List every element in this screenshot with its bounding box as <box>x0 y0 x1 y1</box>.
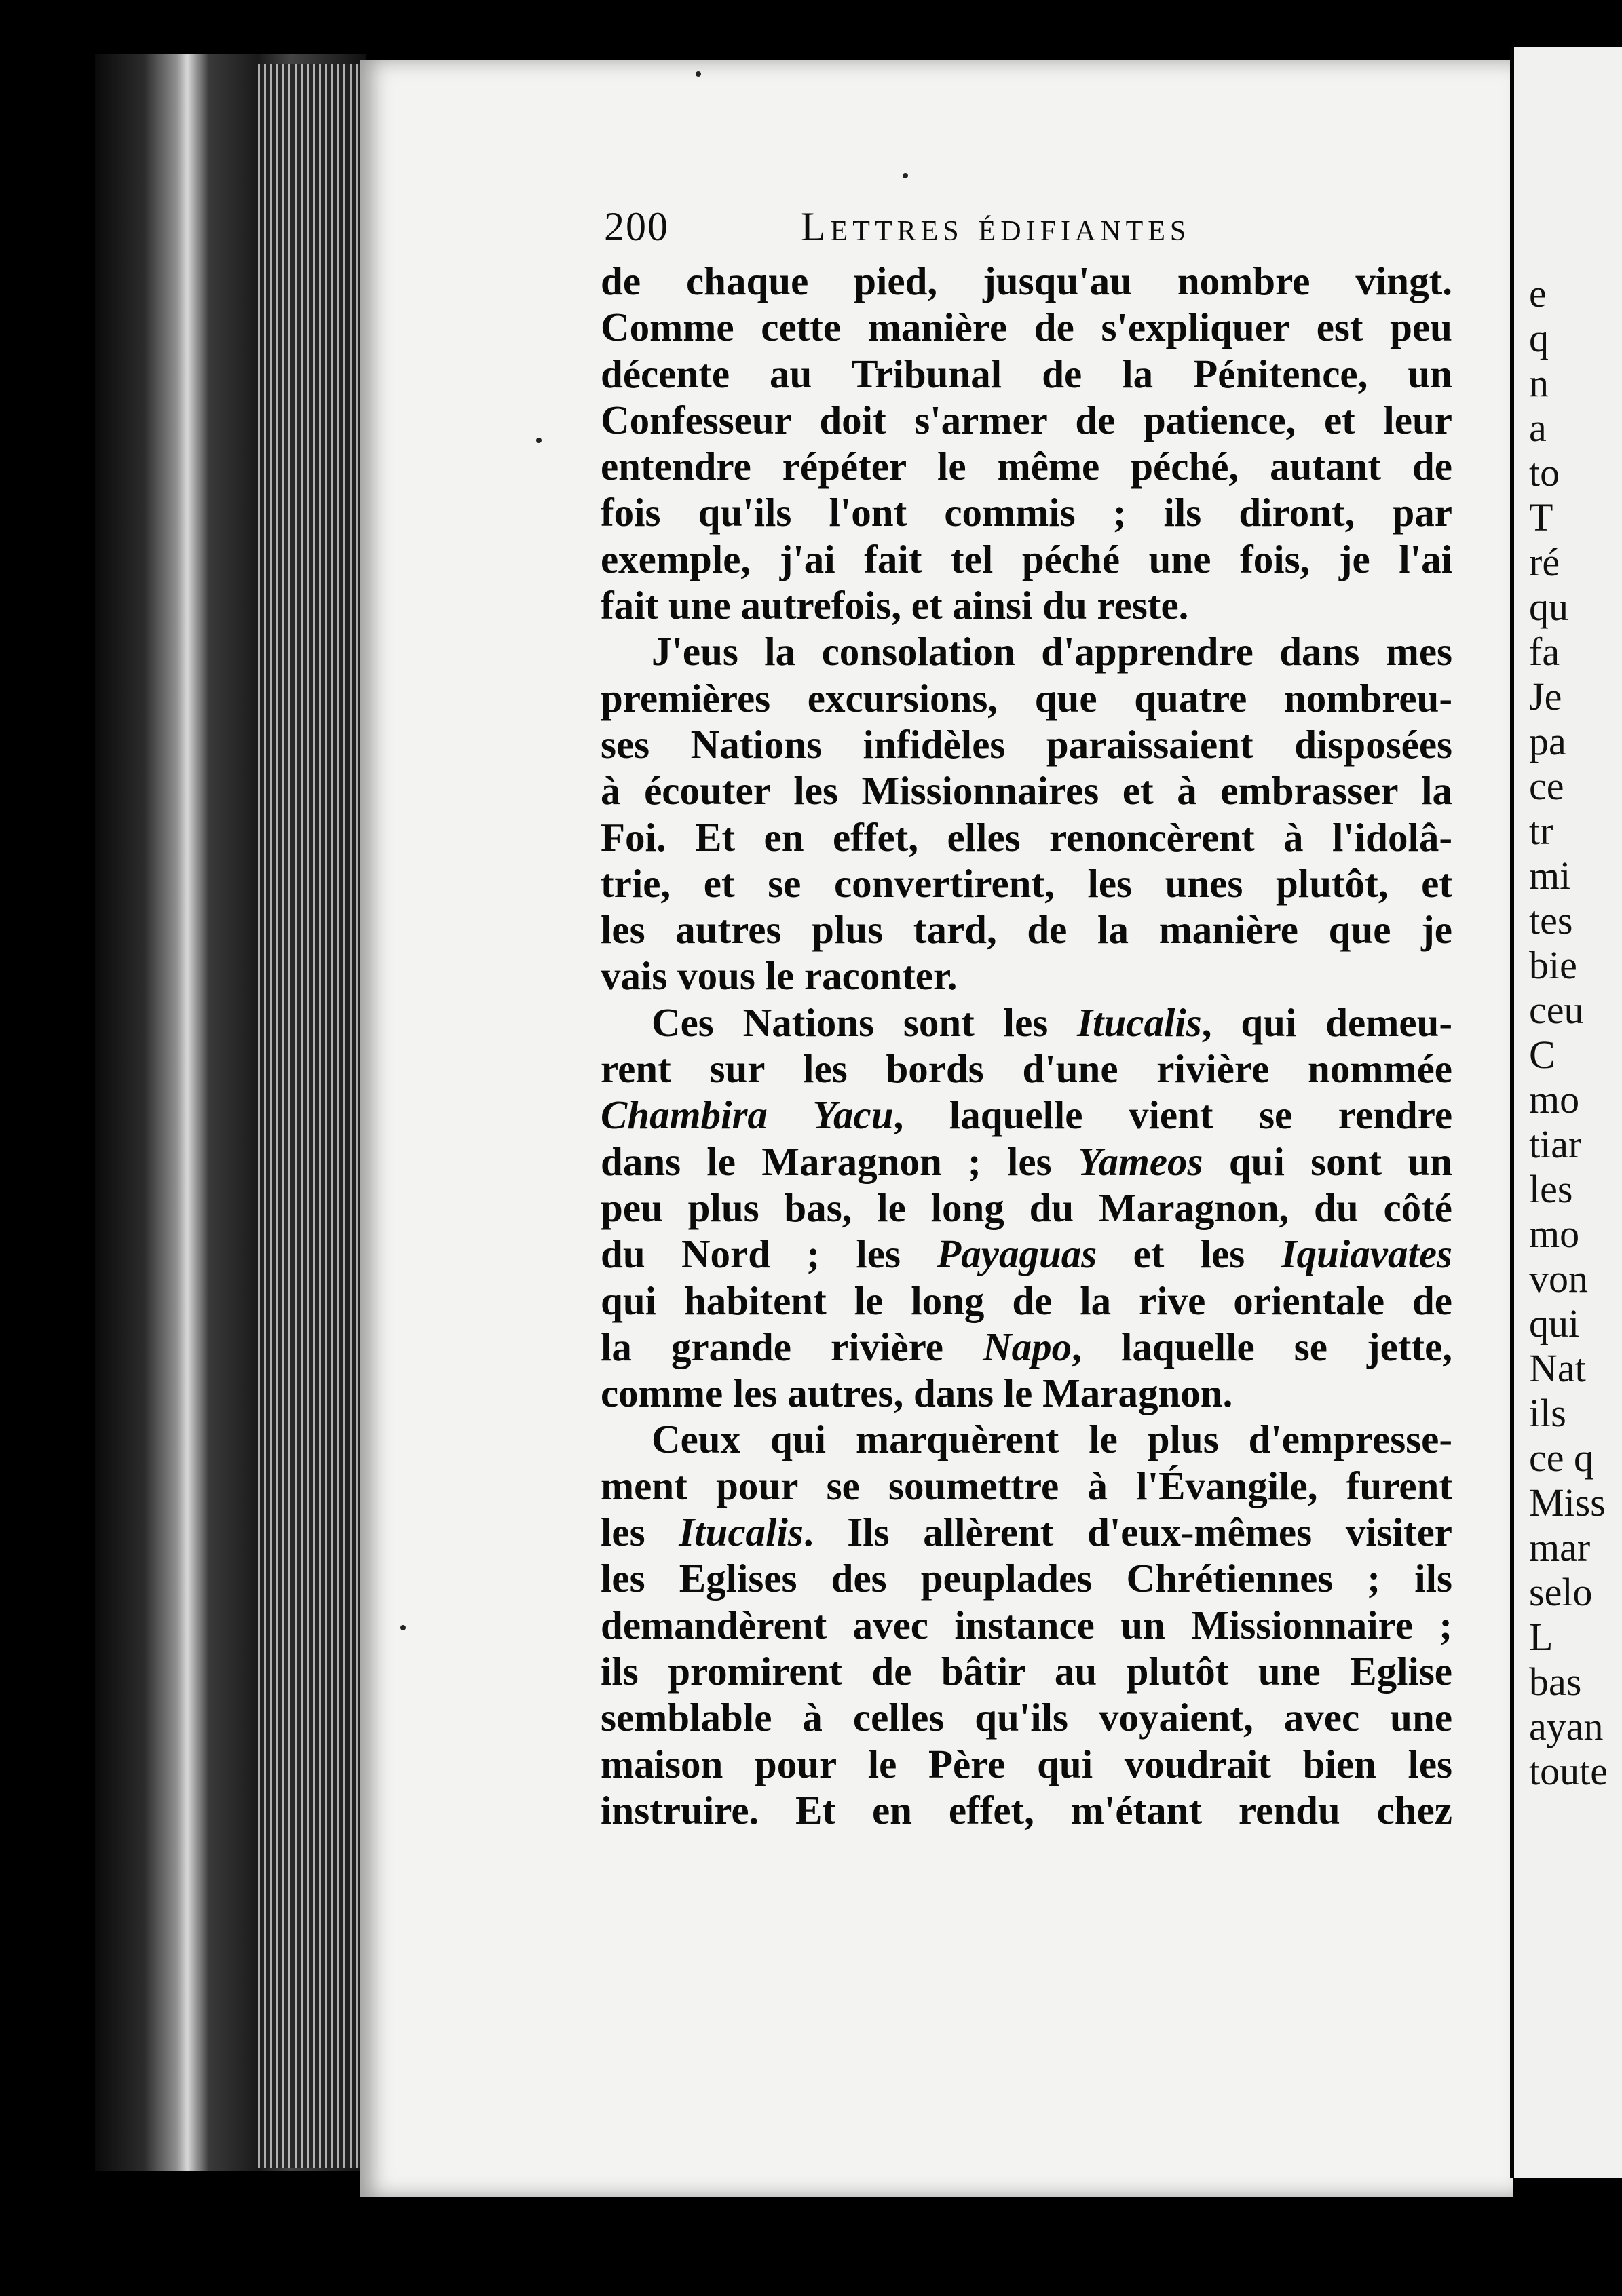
facing-fragment: fa <box>1529 630 1560 674</box>
text-line: peu plus bas, le long du Maragnon, du côté <box>601 1185 1452 1230</box>
text-line: fait une autrefois, et ainsi du reste. <box>601 583 1189 628</box>
text-line: Ceux qui marquèrent le plus d'empresse- <box>652 1417 1452 1462</box>
running-head: Lettres édifiantes <box>801 204 1191 249</box>
facing-fragment: von <box>1529 1257 1588 1301</box>
speck <box>400 1625 406 1630</box>
facing-fragment: C <box>1529 1033 1555 1077</box>
text-line: demandèrent avec instance un Missionnaire ; <box>601 1602 1452 1647</box>
text-line: entendre répéter le même péché, autant de <box>601 444 1452 489</box>
facing-fragment: ayan <box>1529 1704 1604 1748</box>
text-line: comme les autres, dans le Maragnon. <box>601 1371 1233 1416</box>
text-line: les Itucalis. Ils allèrent d'eux-mêmes visiter <box>601 1510 1452 1555</box>
text-line: vais vous le raconter. <box>601 953 958 999</box>
text-line: Ces Nations sont les Itucalis, qui demeu- <box>652 999 1452 1045</box>
facing-fragment: e <box>1529 271 1547 315</box>
facing-fragment: ceu <box>1529 988 1584 1032</box>
facing-fragment: ré <box>1529 540 1560 584</box>
facing-fragment: mi <box>1529 854 1571 898</box>
facing-page <box>1510 47 1622 2178</box>
text-line: décente au Tribunal de la Pénitence, un <box>601 351 1452 396</box>
facing-fragment: ils <box>1529 1391 1566 1435</box>
text-line: Chambira Yacu, laquelle vient se rendre <box>601 1092 1453 1138</box>
text-line: qui habitent le long de la rive orientale de <box>601 1278 1452 1323</box>
text-line: exemple, j'ai fait tel péché une fois, je l'ai <box>601 536 1452 581</box>
speck <box>903 173 908 178</box>
text-line: la grande rivière Napo, laquelle se jette, <box>601 1324 1453 1369</box>
facing-fragment: to <box>1529 451 1560 495</box>
facing-fragment: L <box>1529 1615 1553 1659</box>
text-line: ils promirent de bâtir au plutôt une Eglise <box>601 1648 1452 1694</box>
page-number: 200 <box>604 204 669 249</box>
facing-fragment: tes <box>1529 898 1573 942</box>
text-line: semblable à celles qu'ils voyaient, avec une <box>601 1695 1452 1740</box>
text-line: instruire. Et en effet, m'étant rendu chez <box>601 1787 1452 1833</box>
text-line: dans le Maragnon ; les Yameos qui sont un <box>601 1139 1452 1184</box>
text-line: rent sur les bords d'une rivière nommée <box>601 1046 1452 1092</box>
facing-fragment: a <box>1529 406 1547 450</box>
facing-fragment: bas <box>1529 1660 1582 1704</box>
facing-page-fragments <box>1514 47 1622 1794</box>
facing-fragment: qui <box>1529 1301 1580 1345</box>
facing-fragment: qu <box>1529 585 1568 629</box>
facing-fragment: les <box>1529 1167 1573 1211</box>
text-line: les Eglises des peuplades Chrétiennes ; ils <box>601 1556 1452 1601</box>
facing-fragment: toute <box>1529 1749 1608 1793</box>
facing-fragment: tr <box>1529 809 1553 853</box>
page-edges <box>258 64 366 2168</box>
text-line: premières excursions, que quatre nombreu- <box>601 675 1452 721</box>
facing-fragment: Nat <box>1529 1346 1586 1390</box>
facing-fragment: pa <box>1529 719 1566 763</box>
facing-fragment: ce <box>1529 764 1564 808</box>
facing-fragment: mar <box>1529 1525 1591 1569</box>
page-header <box>604 204 1452 258</box>
speck <box>536 438 542 443</box>
facing-fragment: q <box>1529 316 1549 360</box>
speck <box>696 71 701 77</box>
text-line: ment pour se soumettre à l'Évangile, furent <box>601 1463 1452 1508</box>
facing-fragment: Miss <box>1529 1480 1606 1525</box>
text-line: Foi. Et en effet, elles renoncèrent à l'idolâ- <box>601 814 1452 860</box>
facing-fragment: mo <box>1529 1212 1580 1256</box>
text-line: les autres plus tard, de la manière que je <box>601 907 1452 953</box>
facing-fragment: selo <box>1529 1570 1593 1614</box>
text-line: fois qu'ils l'ont commis ; ils diront, par <box>601 490 1452 535</box>
facing-fragment: tiar <box>1529 1122 1582 1166</box>
text-line: maison pour le Père qui voudrait bien les <box>601 1741 1452 1786</box>
facing-fragment: Je <box>1529 674 1562 719</box>
text-line: trie, et se convertirent, les unes plutôt, et <box>601 860 1452 906</box>
text-line: à écouter les Missionnaires et à embrasser la <box>601 768 1452 814</box>
facing-fragment: T <box>1529 495 1553 539</box>
facing-fragment: ce q <box>1529 1436 1593 1480</box>
text-line: Confesseur doit s'armer de patience, et leur <box>601 397 1452 442</box>
facing-fragment: mo <box>1529 1077 1580 1122</box>
body-text <box>601 258 1452 1833</box>
text-line: ses Nations infidèles paraissaient disposées <box>601 721 1452 767</box>
text-line: J'eus la consolation d'apprendre dans mes <box>652 629 1452 674</box>
text-line: Comme cette manière de s'expliquer est peu <box>601 305 1452 350</box>
text-line: du Nord ; les Payaguas et les Iquiavates <box>601 1231 1452 1277</box>
facing-fragment: bie <box>1529 943 1577 987</box>
text-line: de chaque pied, jusqu'au nombre vingt. <box>601 259 1452 303</box>
facing-fragment: n <box>1529 361 1549 405</box>
